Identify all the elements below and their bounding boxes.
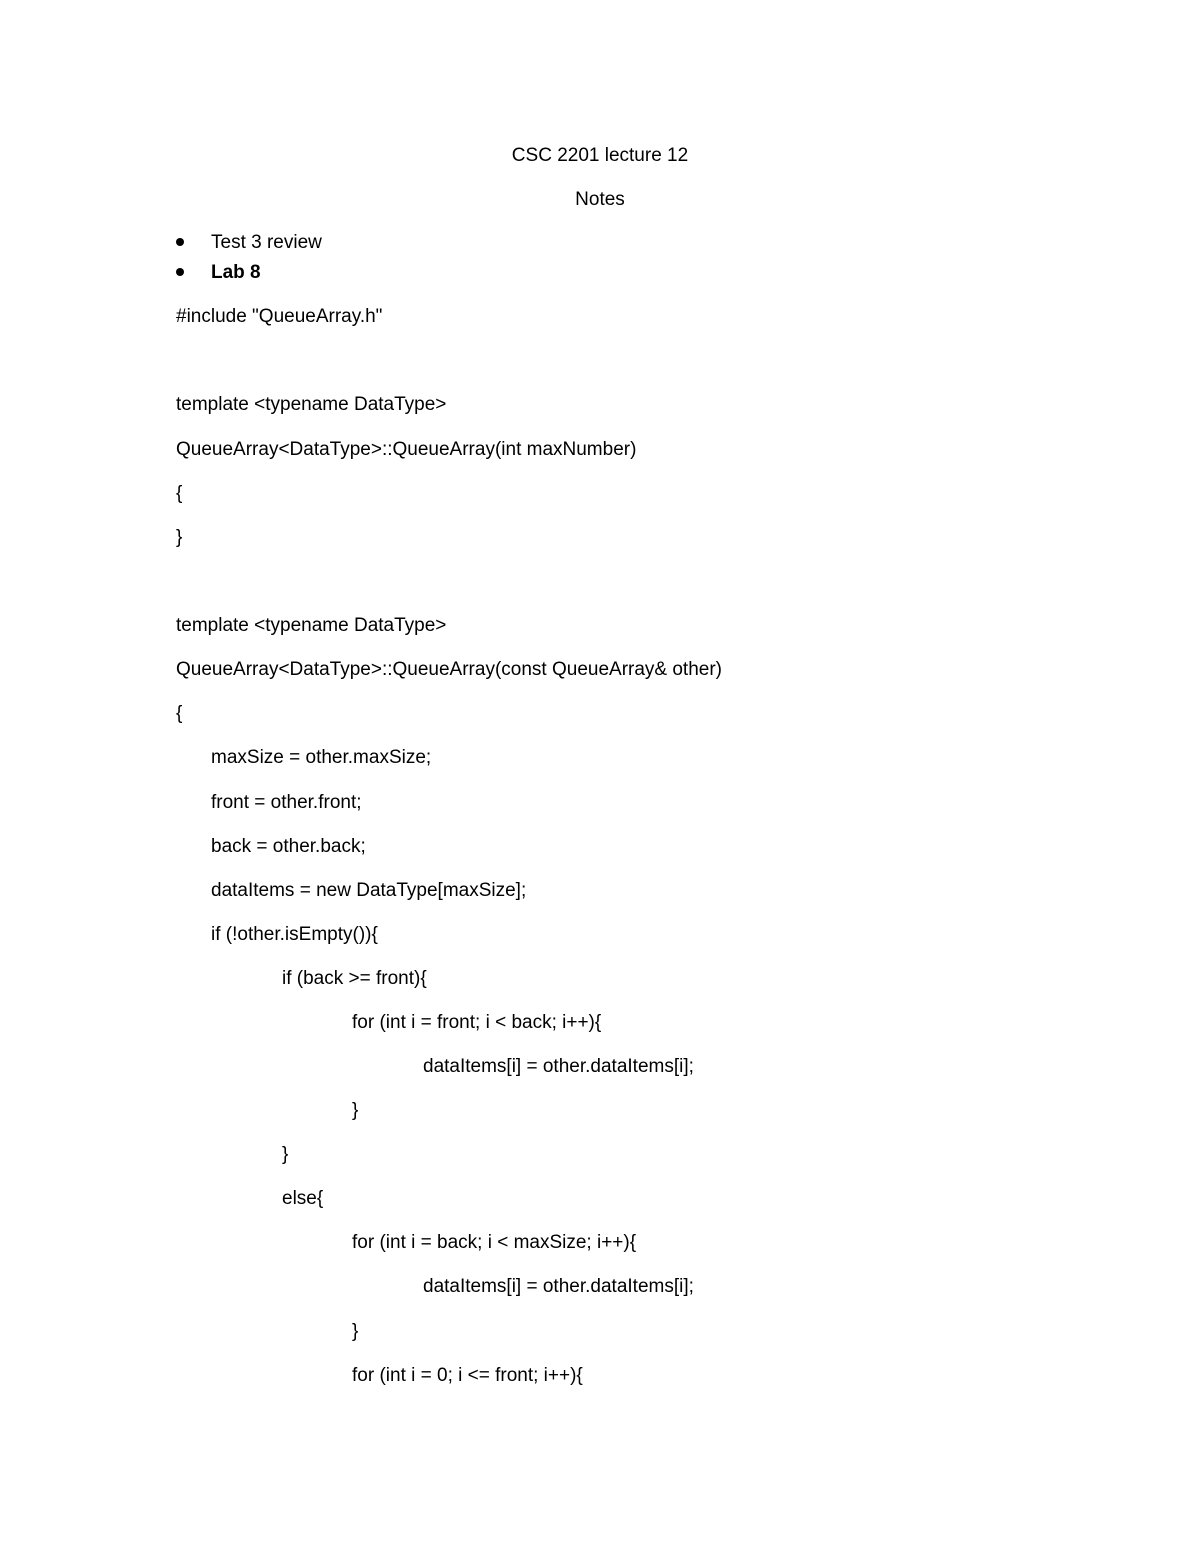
bullet-icon bbox=[176, 268, 184, 276]
code-line: } bbox=[352, 1100, 359, 1121]
code-line: { bbox=[176, 483, 183, 504]
code-line: { bbox=[176, 703, 183, 724]
code-line: for (int i = 0; i <= front; i++){ bbox=[352, 1365, 583, 1386]
code-line: #include "QueueArray.h" bbox=[176, 306, 383, 327]
code-line: front = other.front; bbox=[211, 792, 362, 813]
code-line: back = other.back; bbox=[211, 836, 366, 857]
page-subtitle: Notes bbox=[575, 189, 625, 210]
code-line: maxSize = other.maxSize; bbox=[211, 747, 432, 768]
code-line: else{ bbox=[282, 1188, 324, 1209]
bullet-item: Lab 8 bbox=[211, 262, 261, 283]
code-line: template <typename DataType> bbox=[176, 615, 447, 636]
bullet-icon bbox=[176, 238, 184, 246]
code-line: if (!other.isEmpty()){ bbox=[211, 924, 378, 945]
code-line: dataItems[i] = other.dataItems[i]; bbox=[423, 1056, 694, 1077]
code-line: for (int i = back; i < maxSize; i++){ bbox=[352, 1232, 637, 1253]
code-line: template <typename DataType> bbox=[176, 394, 447, 415]
code-line: dataItems[i] = other.dataItems[i]; bbox=[423, 1276, 694, 1297]
code-line: QueueArray<DataType>::QueueArray(const QueueArray& other) bbox=[176, 659, 722, 680]
code-line: for (int i = front; i < back; i++){ bbox=[352, 1012, 602, 1033]
code-line: } bbox=[282, 1144, 289, 1165]
bullet-item: Test 3 review bbox=[211, 232, 322, 253]
code-line: } bbox=[352, 1321, 359, 1342]
page-title: CSC 2201 lecture 12 bbox=[511, 145, 689, 166]
code-line: if (back >= front){ bbox=[282, 968, 427, 989]
code-line: } bbox=[176, 527, 183, 548]
code-line: QueueArray<DataType>::QueueArray(int maxNumber) bbox=[176, 439, 637, 460]
code-line: dataItems = new DataType[maxSize]; bbox=[211, 880, 527, 901]
